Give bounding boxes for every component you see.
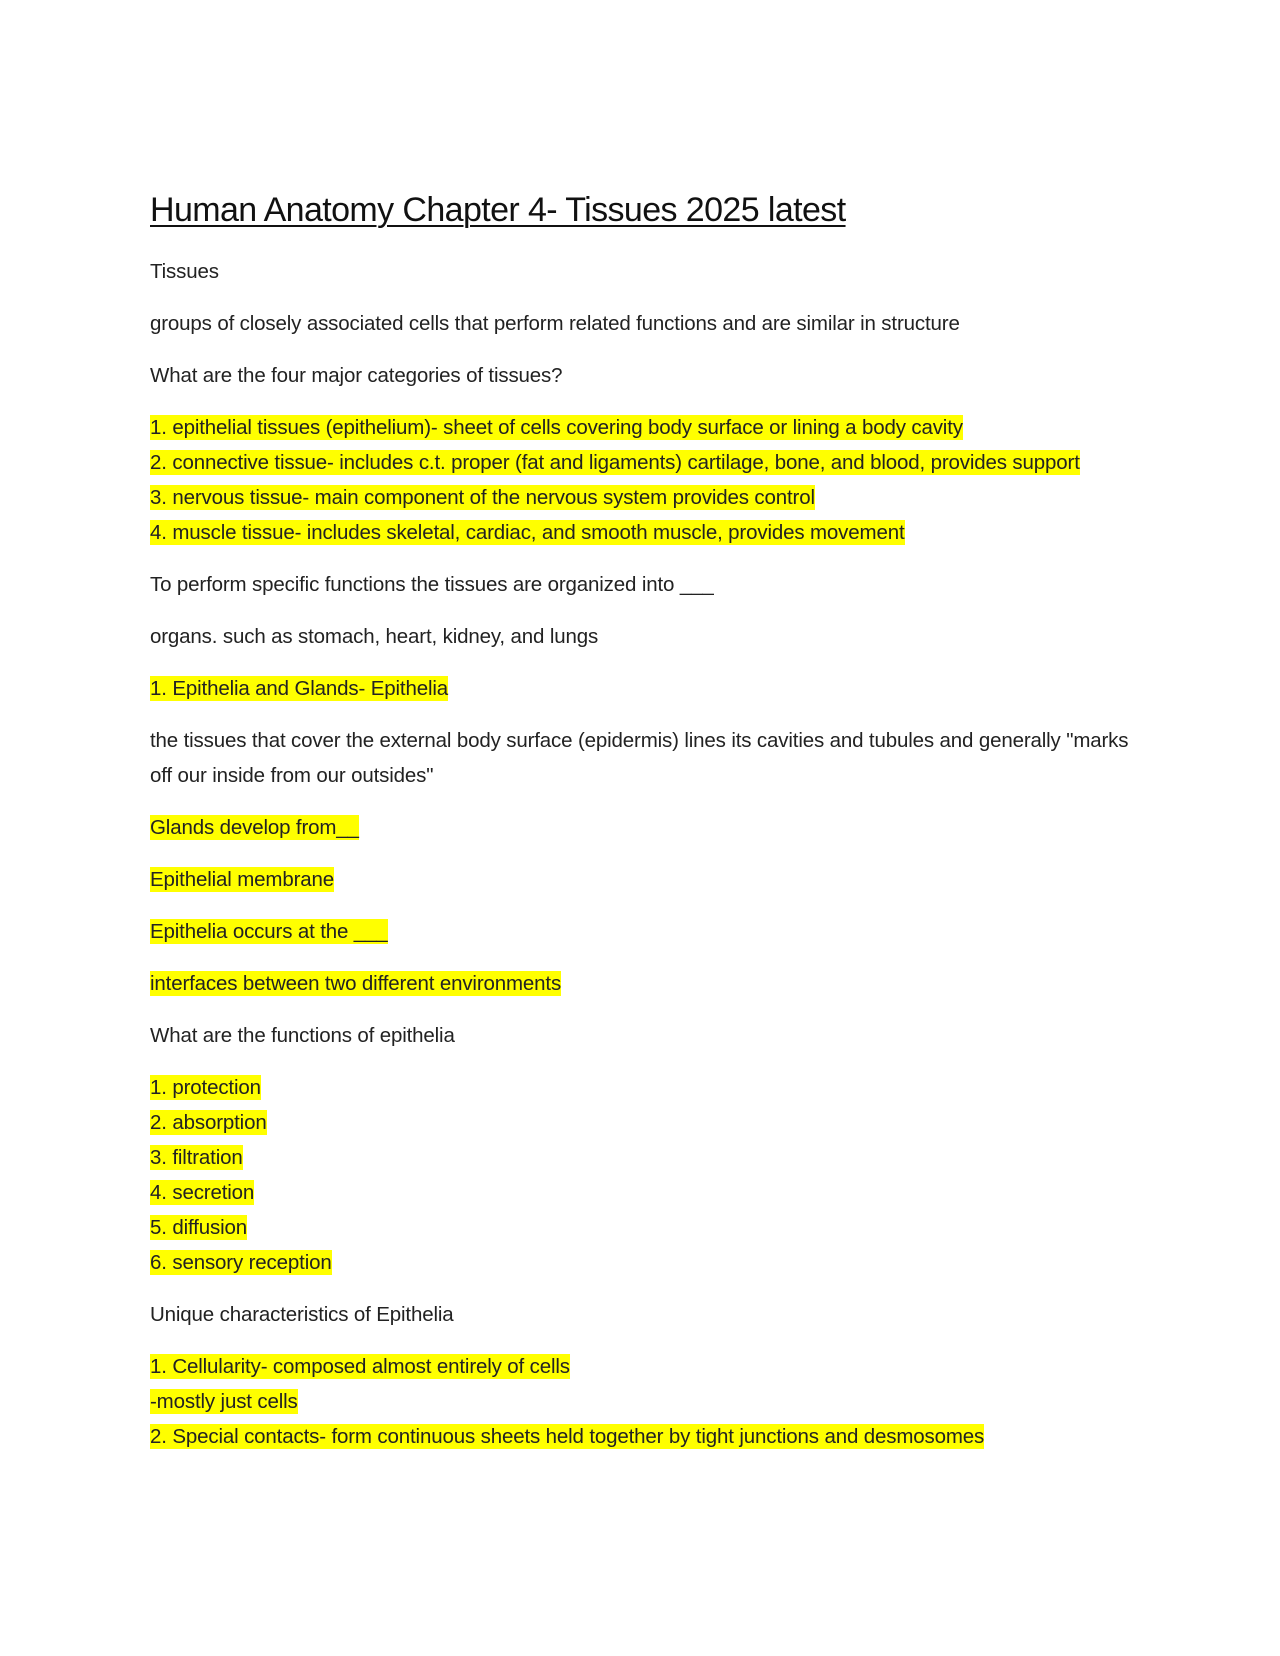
question-functions: What are the functions of epithelia bbox=[150, 1024, 455, 1047]
list-item: 3. nervous tissue- main component of the nervous system provides control bbox=[150, 486, 815, 509]
list-item: 2. connective tissue- includes c.t. proper (fat and ligaments) cartilage, bone, and blood, provides support bbox=[150, 451, 1080, 474]
list-item: 4. secretion bbox=[150, 1181, 255, 1204]
document-page bbox=[150, 188, 1150, 1454]
question-characteristics: Unique characteristics of Epithelia bbox=[150, 1303, 454, 1326]
section-heading-epithelia: 1. Epithelia and Glands- Epithelia bbox=[150, 677, 449, 700]
question-organized: To perform specific functions the tissues are organized into ___ bbox=[150, 573, 714, 596]
list-item: 1. protection bbox=[150, 1076, 261, 1099]
answer-functions bbox=[150, 1070, 1150, 1280]
answer-characteristics bbox=[150, 1349, 1150, 1454]
question-glands: Glands develop from__ bbox=[150, 816, 359, 839]
document-title: Human Anatomy Chapter 4- Tissues 2025 latest bbox=[150, 191, 846, 229]
answer-interfaces: interfaces between two different environments bbox=[150, 972, 562, 995]
definition-epithelia: the tissues that cover the external body surface (epidermis) lines its cavities and tubules and generally "marks off our inside from our outsides" bbox=[150, 729, 1129, 787]
answer-glands: Epithelial membrane bbox=[150, 868, 335, 891]
list-item: -mostly just cells bbox=[150, 1390, 298, 1413]
definition-tissues: groups of closely associated cells that perform related functions and are similar in structure bbox=[150, 312, 960, 335]
list-item: 1. epithelial tissues (epithelium)- sheet of cells covering body surface or lining a body cavity bbox=[150, 416, 963, 439]
answer-categories bbox=[150, 410, 1150, 550]
answer-organs: organs. such as stomach, heart, kidney, and lungs bbox=[150, 625, 599, 648]
list-item: 2. absorption bbox=[150, 1111, 267, 1134]
list-item: 4. muscle tissue- includes skeletal, cardiac, and smooth muscle, provides movement bbox=[150, 521, 905, 544]
question-epithelia-occurs: Epithelia occurs at the ___ bbox=[150, 920, 388, 943]
list-item: 2. Special contacts- form continuous sheets held together by tight junctions and desmosomes bbox=[150, 1425, 985, 1448]
list-item: 6. sensory reception bbox=[150, 1251, 332, 1274]
list-item: 1. Cellularity- composed almost entirely of cells bbox=[150, 1355, 570, 1378]
list-item: 5. diffusion bbox=[150, 1216, 247, 1239]
question-categories: What are the four major categories of tissues? bbox=[150, 364, 563, 387]
term-tissues: Tissues bbox=[150, 260, 219, 283]
list-item: 3. filtration bbox=[150, 1146, 243, 1169]
